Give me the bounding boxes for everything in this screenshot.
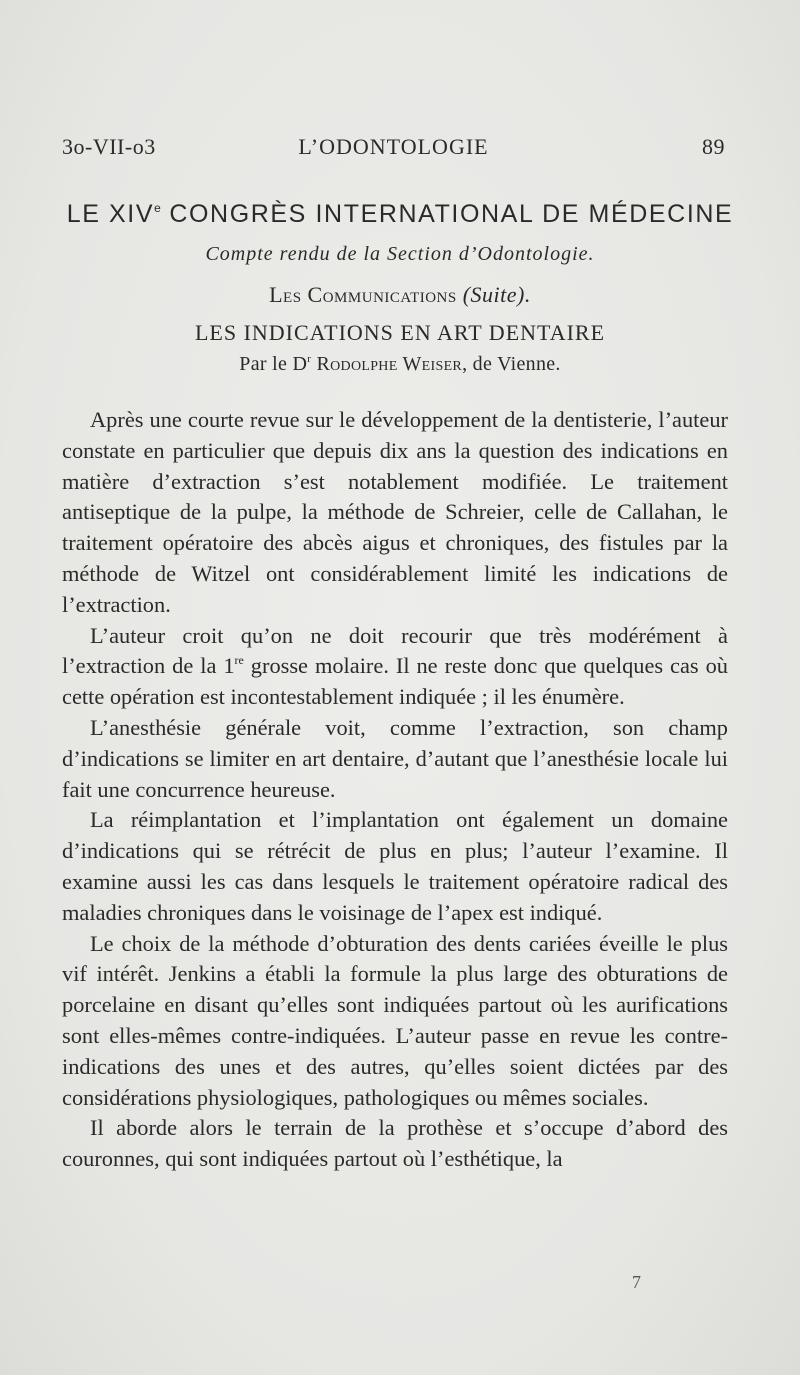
paragraph-part: L’auteur croit qu’on ne doit recourir que très modérément à l’extraction de la 1 [62, 622, 728, 679]
issue-date: 3o-VII-o3 [62, 134, 156, 159]
author-place: , de Vienne. [462, 353, 561, 375]
paragraph: La réimplantation et l’implantation ont également un domaine d’indications qui se rétrécit de plus en plus; l’auteur l’examine. Il examine aussi les cas dans lesquels le traitement opératoire radical des maladies chroniques dans le voisinage de l’apex est indiqué. [62, 807, 728, 925]
page-number: 89 [702, 134, 725, 159]
running-head [62, 134, 725, 164]
article-body [62, 405, 728, 1175]
paragraph: Après une courte revue sur le développement de la dentisterie, l’auteur constate en particulier que depuis dix ans la question des indications en matière d’extraction s’est notablement modifiée. Le traitement antiseptique de la pulpe, la méthode de Schreier, celle de Callahan, le traitement opératoire des abcès aigus et chroniques, des fistules par la méthode de Witzel ont considérablement limité les indications de l’extraction. [62, 407, 728, 617]
paragraph: Le choix de la méthode d’obturation des dents cariées éveille le plus vif intérêt. Jenkins a établi la formule la plus large des obturations de porcelaine en disant qu’elles sont indiquées partout où les aurifications sont elles-mêmes contre-indiquées. L’auteur passe en revue les contre-indications des unes et des autres, qu’elles soient dictées par des considérations physiologiques, pathologiques ou mêmes sociales. [62, 930, 728, 1110]
byline-title-sup: r [307, 353, 312, 365]
title-rest: CONGRÈS INTERNATIONAL DE MÉDECINE [160, 200, 734, 228]
author-name: Rodolphe Weiser [316, 353, 463, 375]
section-suite: (Suite). [462, 282, 531, 307]
article-subtitle: Compte rendu de la Section d’Odontologie. [205, 243, 595, 265]
byline [60, 353, 740, 376]
signature-mark: 7 [632, 1272, 641, 1292]
communication-title: LES INDICATIONS EN ART DENTAIRE [194, 320, 606, 345]
paragraph [62, 621, 728, 713]
article-title [60, 200, 740, 229]
title-ordinal: e [154, 201, 161, 215]
paragraph-part: grosse molaire. Il ne reste donc que quelques cas où cette opération est incontestablement indiquée ; il les énumère. [62, 653, 728, 710]
title-prefix: LE XIV [66, 200, 155, 228]
byline-prefix: Par le D [239, 353, 308, 375]
journal-name: L’ODONTOLOGIE [298, 134, 489, 159]
ordinal-sup: re [234, 653, 244, 668]
paragraph: Il aborde alors le terrain de la prothèse et s’occupe d’abord des couronnes, qui sont indiquées partout où l’esthétique, la [62, 1115, 728, 1172]
paragraph: L’anesthésie générale voit, comme l’extraction, son champ d’indications se limiter en art dentaire, d’autant que l’anesthésie locale lui fait une concurrence heureuse. [62, 714, 728, 802]
section-label: Les Communications [269, 282, 457, 307]
section-heading [60, 282, 740, 308]
